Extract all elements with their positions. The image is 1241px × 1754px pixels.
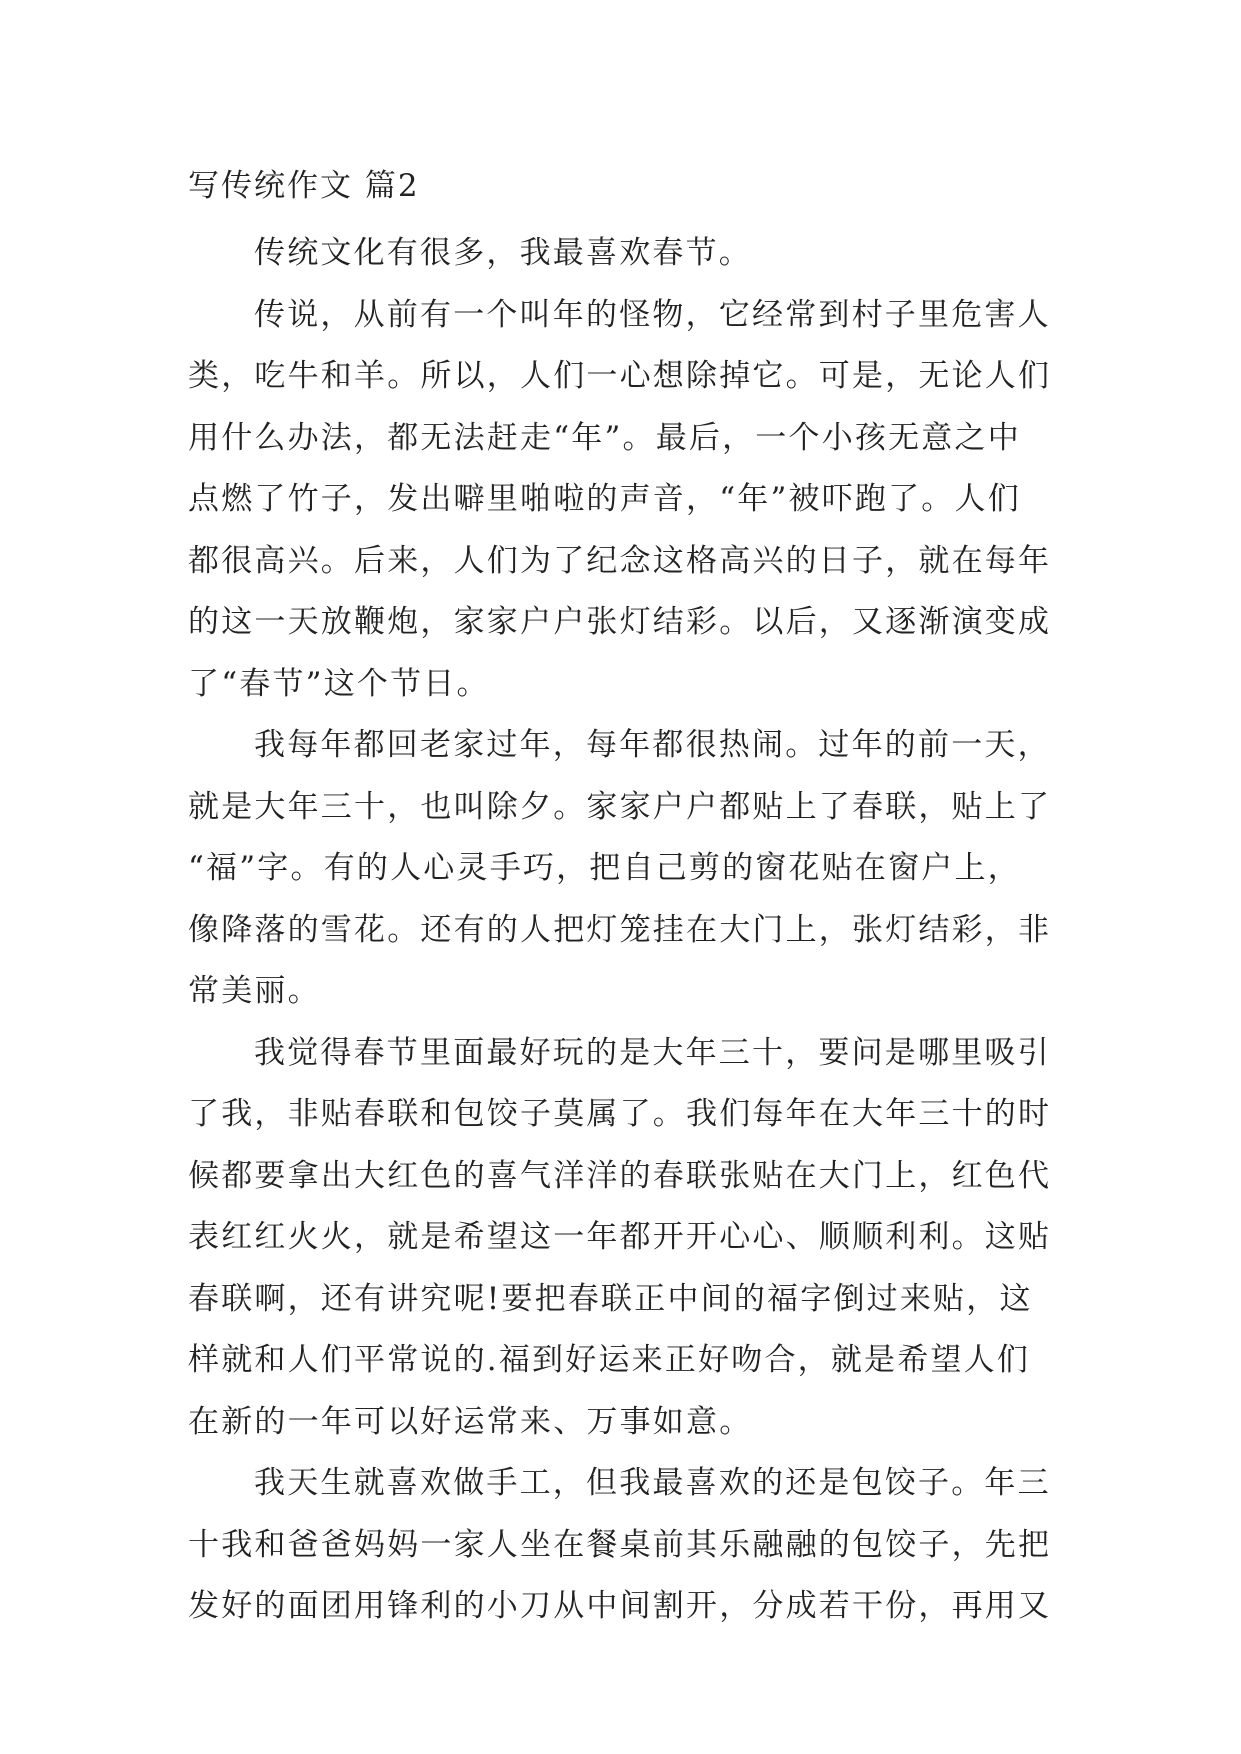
paragraph-line: 像降落的雪花。还有的人把灯笼挂在大门上，张灯结彩，非 [188, 911, 1052, 948]
paragraph-line: 样就和人们平常说的.福到好运来正好吻合，就是希望人们 [188, 1342, 1031, 1378]
paragraph-line: 十我和爸爸妈妈一家人坐在餐桌前其乐融融的包饺子，先把 [188, 1526, 1052, 1563]
paragraph-line: 春联啊，还有讲究呢!要把春联正中间的福字倒过来贴，这 [188, 1280, 1033, 1317]
paragraph-line: 点燃了竹子，发出噼里啪啦的声音，“年”被吓跑了。人们 [188, 481, 1021, 517]
paragraph-2 [188, 285, 1068, 716]
paragraph-5 [188, 1453, 1068, 1638]
paragraph-line: 传统文化有很多，我最喜欢春节。 [254, 235, 752, 271]
paragraph-line: 候都要拿出大红色的喜气洋洋的春联张贴在大门上，红色代 [188, 1157, 1052, 1194]
paragraph-3 [188, 715, 1068, 1023]
paragraph-1 [188, 223, 1068, 285]
paragraph-line: 在新的一年可以好运常来、万事如意。 [188, 1403, 753, 1440]
paragraph-line: 传说，从前有一个叫年的怪物，它经常到村子里危害人 [254, 296, 1051, 333]
paragraph-line: “福”字。有的人心灵手巧，把自己剪的窗花贴在窗户上， [188, 850, 1021, 886]
paragraph-line: 表红红火火，就是希望这一年都开开心心、顺顺利利。这贴 [188, 1219, 1052, 1255]
paragraph-line: 都很高兴。后来，人们为了纪念这格高兴的日子，就在每年 [188, 542, 1052, 579]
paragraph-line: 我每年都回老家过年，每年都很热闹。过年的前一天， [254, 727, 1051, 763]
paragraph-line: 常美丽。 [188, 973, 321, 1009]
paragraph-line: 类，吃牛和羊。所以，人们一心想除掉它。可是，无论人们 [188, 358, 1052, 394]
paragraph-line: 用什么办法，都无法赶走“年”。最后，一个小孩无意之中 [188, 419, 1021, 456]
paragraph-line: 我觉得春节里面最好玩的是大年三十，要问是哪里吸引 [254, 1034, 1051, 1071]
document-title: 写传统作文 篇2 [188, 168, 420, 204]
paragraph-4 [188, 1023, 1068, 1454]
paragraph-line: 的这一天放鞭炮，家家户户张灯结彩。以后，又逐渐演变成 [188, 604, 1052, 640]
paragraph-line: 我天生就喜欢做手工，但我最喜欢的还是包饺子。年三 [254, 1465, 1051, 1501]
paragraph-line: 了“春节”这个节日。 [188, 665, 490, 702]
paragraph-line: 了我，非贴春联和包饺子莫属了。我们每年在大年三十的时 [188, 1096, 1052, 1132]
paragraph-line: 就是大年三十，也叫除夕。家家户户都贴上了春联，贴上了 [188, 788, 1052, 825]
document-body [188, 223, 1068, 1638]
paragraph-line: 发好的面团用锋利的小刀从中间割开，分成若干份，再用又 [188, 1588, 1052, 1624]
